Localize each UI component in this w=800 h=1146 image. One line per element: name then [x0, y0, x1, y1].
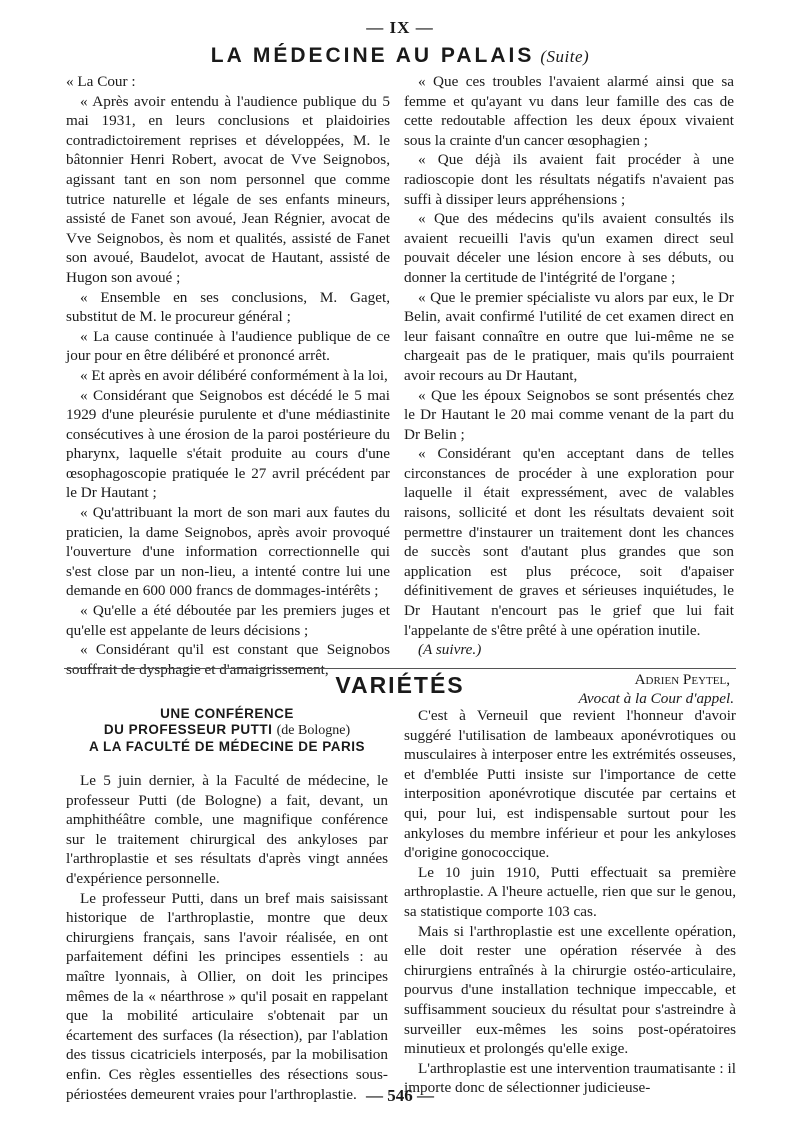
- paragraph: Mais si l'arthroplastie est une excellente opération, elle doit rester une opération réservée à des chirurgiens entraînés à la chirurgie ostéo-articulaire, pourvus d'une installation technique impeccable, et suffisamment soucieux du résultat pour s'astreindre à surveiller eux-mêmes les soins post-opératoires minutieux et prolongés qu'elle exige.: [404, 922, 736, 1058]
- article-title: [0, 44, 800, 68]
- to-be-continued: (A suivre.): [418, 641, 482, 659]
- varietes-column-right: [404, 706, 736, 1098]
- heading-line: A LA FACULTÉ DE MÉDECINE DE PARIS: [88, 739, 365, 754]
- heading-line: DU PROFESSEUR PUTTI (de Bologne): [103, 722, 351, 738]
- page-number: — 546 —: [366, 1086, 434, 1105]
- paragraph: « Que déjà ils avaient fait procéder à une radioscopie dont les résultats négatifs n'avaient pas suffi à dissiper leurs appréhensions ;: [404, 151, 734, 208]
- paragraph: « Qu'attribuant la mort de son mari aux fautes du praticien, la dame Seignobos, après avoir provoqué l'ouverture d'une information correctionnelle qui s'est close par un non-lieu, a intenté contre lui une demande en 600 000 francs de dommages-intérêts ;: [66, 504, 390, 600]
- varietes-column-left: [66, 706, 388, 1104]
- heading-paren: (de Bologne): [276, 723, 351, 738]
- paragraph: « Considérant qu'en acceptant dans de telles circonstances de procéder à une exploration pour laquelle il était expressément, avec de valables raisons, sollicité et dont les résultats devaient soit permettre d'instaurer un traitement dont les chances de succès sont d'autant plus grandes que son application est plus précoce, soit d'apaiser définitivement de graves et sérieuses inquiétudes, le Dr Hautant n'encourt pas le grief que lui fait l'appelante de s'être prêté à une opération inutile.: [404, 445, 734, 639]
- paragraph: « La cause continuée à l'audience publique de ce jour pour en être délibéré et prononcé arrêt.: [66, 327, 390, 365]
- article-title-suite: (Suite): [540, 47, 590, 66]
- paragraph: « Considérant qu'il est constant que Seignobos souffrait de dysphagie et d'amaigrissement,: [66, 641, 390, 678]
- paragraph: « Qu'elle a été déboutée par les premiers juges et qu'elle est appelante de leurs décisions ;: [66, 602, 390, 639]
- paragraph: Le professeur Putti, dans un bref mais saisissant historique de l'arthroplastie, montre que deux chirurgiens français, sans l'avoir réalisée, en ont parfaitement défini les principes essentiels : au maître lyonnais, à Ollier, on doit les principes mêmes de la « néarthrose » qu'il posait en rappelant que la mobilité articulaire s'obtenait par un écartement des surfaces (la résection), par l'ablation des tissus cicatriciels interposés, par la mobilisation enfin. Ces règles essentielles des résections sous-périostées demeurent vraies pour l'arthroplastie.: [66, 889, 388, 1103]
- author-title: Avocat à la Cour d'appel.: [578, 690, 734, 708]
- paragraph: « Que le premier spécialiste vu alors par eux, le Dr Belin, avait confirmé l'utilité de cet examen direct en leur faisant connaître en outre que lui-même ne se chargeait pas de le pratiquer, mais qu'ils pourraient avoir recours au Dr Hautant,: [404, 288, 734, 384]
- paragraph: « Après avoir entendu à l'audience publique du 5 mai 1931, en leurs conclusions et plaidoiries contradictoirement reprises et développées, M. le bâtonnier Henri Robert, avocat de Vve Seignobos, agissant tant en son nom personnel que comme tutrice naturelle et légale de ses enfants mineurs, assisté de Fanet son avoué, Jean Régnier, avocat de Vve Seignobos, ès nom et qualités, assisté de Fanet son avoué, Baudelot, avocat de Hautant, assisté de Hugon son avoué ;: [66, 92, 390, 286]
- article1-column-right: [404, 72, 734, 709]
- article-title-text: LA MÉDECINE AU PALAIS: [210, 44, 535, 67]
- author-signature: Adrien Peytel,: [634, 670, 730, 688]
- paragraph: Le 10 juin 1910, Putti effectuait sa première arthroplastie. A l'heure actuelle, rien que sur le genou, sa statistique comporte 103 cas.: [404, 863, 736, 920]
- folio-header: — IX —: [366, 18, 434, 37]
- paragraph: « Considérant que Seignobos est décédé le 5 mai 1929 d'une pleurésie purulente et d'une médiastinite consécutives à une érosion de la paroi postérieure du pharynx, laquelle s'était produite au cours d'une œsophagoscopie pratiquée le 27 avril précédent par le Dr Hautant ;: [66, 386, 390, 502]
- paragraph: « Ensemble en ses conclusions, M. Gaget, substitut de M. le procureur général ;: [66, 288, 390, 326]
- section-divider: [64, 668, 736, 669]
- paragraph: « Que des médecins qu'ils avaient consultés ils avaient recueilli l'avis qu'un examen direct seul pouvait déceler une lésion encore à ses débuts, ou donner la certitude de l'intégrité de l'organe ;: [404, 210, 734, 286]
- article1-column-left: [66, 72, 390, 679]
- paragraph: C'est à Verneuil que revient l'honneur d'avoir suggéré l'utilisation de lambeaux aponévrotiques ou musculaires à interposer entre les extrémités osseuses, et d'emblée Putti insiste sur l'importance de cette interposition aponévrotique discutée par certains et qui, pour lui, est indispensable surtout pour les ankyloses du membre inférieur et pour les ankyloses d'origine gonococcique.: [404, 707, 736, 862]
- paragraph: « Que les époux Seignobos se sont présentés chez le Dr Hautant le 20 mai comme venant de la part du Dr Belin ;: [404, 386, 734, 443]
- paragraph: Le 5 juin dernier, à la Faculté de médecine, le professeur Putti (de Bologne) a fait, devant, un amphithéâtre comble, une magnifique conférence sur le traitement chirurgical des ankyloses par l'arthroplastie et ses résultats d'après vingt années d'expérience personnelle.: [66, 772, 388, 887]
- heading-line: UNE CONFÉRENCE: [160, 706, 294, 721]
- paragraph: « Et après en avoir délibéré conformément à la loi,: [80, 366, 388, 384]
- paragraph: « La Cour :: [66, 73, 136, 90]
- paragraph: L'arthroplastie est une intervention traumatisante : il importe donc de sélectionner judicieuse-: [404, 1059, 736, 1097]
- conference-heading: [66, 706, 388, 755]
- paragraph: « Que ces troubles l'avaient alarmé ainsi que sa femme et qu'ayant vu dans leur famille des cas de cette redoutable affection les deux époux vivaient sous la crainte d'un cancer œsophagien ;: [404, 73, 734, 149]
- section-title-varietes: VARIÉTÉS: [335, 672, 465, 698]
